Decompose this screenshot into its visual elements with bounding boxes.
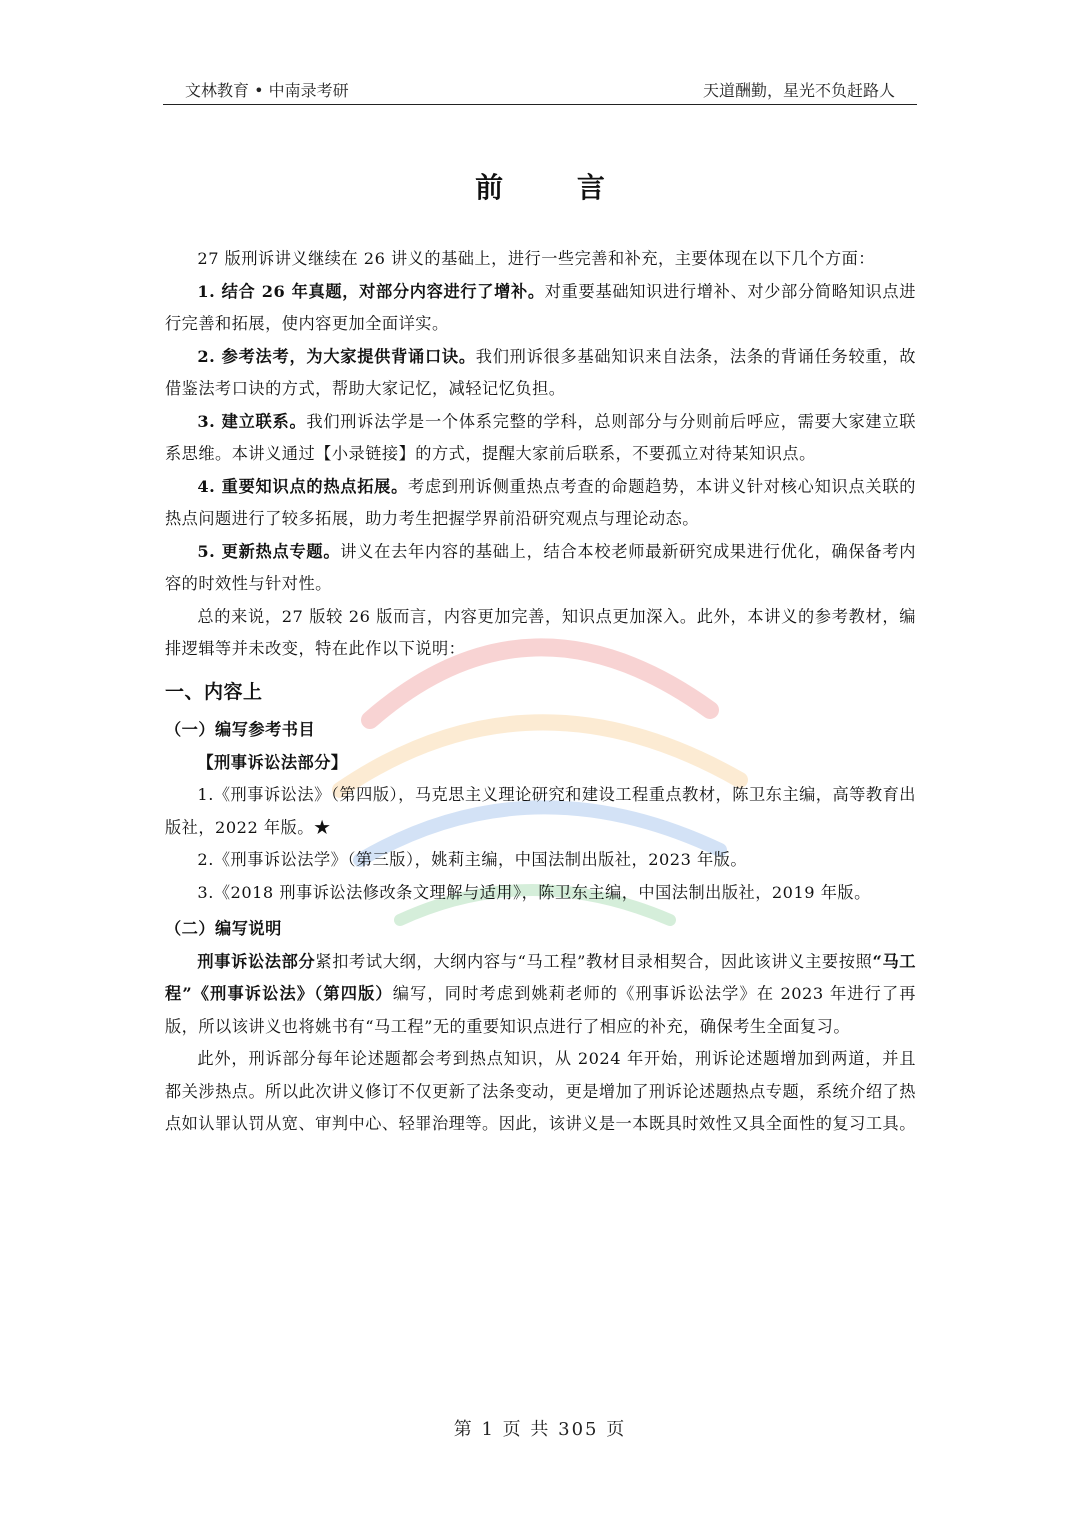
header-right: 天道酬勤，星光不负赶路人 <box>702 81 895 100</box>
point-2-bold: 2. 参考法考，为大家提供背诵口诀。 <box>197 346 476 366</box>
point-3 <box>165 406 916 471</box>
point-4-bold: 4. 重要知识点的热点拓展。 <box>197 476 409 496</box>
point-5 <box>165 536 916 601</box>
page-number: 第 1 页 共 305 页 <box>453 1419 627 1440</box>
book-2: 2.《刑事诉讼法学》（第三版），姚莉主编，中国法制出版社，2023 年版。 <box>197 850 748 869</box>
point-1-bold: 1. 结合 26 年真题，对部分内容进行了增补。 <box>197 281 545 301</box>
notes-paragraph-1 <box>165 946 916 1044</box>
intro-paragraph: 27 版刑诉讲义继续在 26 讲义的基础上，进行一些完善和补充，主要体现在以下几个方面： <box>197 249 875 268</box>
point-3-text: 我们刑诉法学是一个体系完整的学科，总则部分与分则前后呼应，需要大家建立联系思维。本讲义通过【小录链接】的方式，提醒大家前后联系，不要孤立对待某知识点。 <box>165 411 916 463</box>
point-1-text: 对重要基础知识进行增补、对少部分简略知识点进行完善和拓展，使内容更加全面详实。 <box>165 281 916 333</box>
point-1 <box>165 276 916 341</box>
notes-bold-1: 刑事诉讼法部分 <box>197 951 316 971</box>
book-1: 1.《刑事诉讼法》（第四版），马克思主义理论研究和建设工程重点教材，陈卫东主编，高等教育出版社，2022 年版。★ <box>165 785 916 837</box>
notes-paragraph-2: 此外，刑诉部分每年论述题都会考到热点知识，从 2024 年开始，刑诉论述题增加到两道，并且都关涉热点。所以此次讲义修订不仅更新了法条变动，更是增加了刑诉论述题热点专题，系统介绍了热点如认罪认罚从宽、审判中心、轻罪治理等。因此，该讲义是一本既具时效性又具全面性的复习工具。 <box>165 1049 916 1133</box>
subsection-references-heading: （一）编写参考书目 <box>165 720 316 739</box>
book-3: 3.《2018 刑事诉讼法修改条文理解与适用》，陈卫东主编，中国法制出版社，2019 年版。 <box>197 882 871 902</box>
document-body <box>165 243 916 1141</box>
point-2 <box>165 341 916 406</box>
header-left: 文林教育 • 中南录考研 <box>185 81 349 100</box>
point-4 <box>165 471 916 536</box>
point-4-text: 考虑到刑诉侧重热点考查的命题趋势，本讲义针对核心知识点关联的热点问题进行了较多拓展，助力考生把握学界前沿研究观点与理论动态。 <box>165 476 916 528</box>
point-2-text: 我们刑诉很多基础知识来自法条，法条的背诵任务较重，故借鉴法考口诀的方式，帮助大家记忆，减轻记忆负担。 <box>165 346 916 398</box>
section-heading: 一、内容上 <box>165 680 263 703</box>
page-title: 前 言 <box>475 171 637 204</box>
point-3-bold: 3. 建立联系。 <box>197 411 307 431</box>
notes-bold-2: “马工程”《刑事诉讼法》（第四版） <box>165 951 916 1003</box>
point-5-bold: 5. 更新热点专题。 <box>197 541 341 561</box>
page-header <box>163 72 917 105</box>
summary-paragraph: 总的来说，27 版较 26 版而言，内容更加完善，知识点更加深入。此外，本讲义的参考教材，编排逻辑等并未改变，特在此作以下说明： <box>165 606 916 658</box>
part-label: 【刑事诉讼法部分】 <box>197 752 348 772</box>
subsection-notes-heading: （二）编写说明 <box>165 919 282 938</box>
point-5-text: 讲义在去年内容的基础上，结合本校老师最新研究成果进行优化，确保备考内容的时效性与针对性。 <box>165 541 916 593</box>
notes-text-2: 编写，同时考虑到姚莉老师的《刑事诉讼法学》在 2023 年进行了再版，所以该讲义也将姚书有“马工程”无的重要知识点进行了相应的补充，确保考生全面复习。 <box>165 984 916 1036</box>
notes-text-1: 紧扣考试大纲，大纲内容与“马工程”教材目录相契合，因此该讲义主要按照 <box>315 951 873 971</box>
